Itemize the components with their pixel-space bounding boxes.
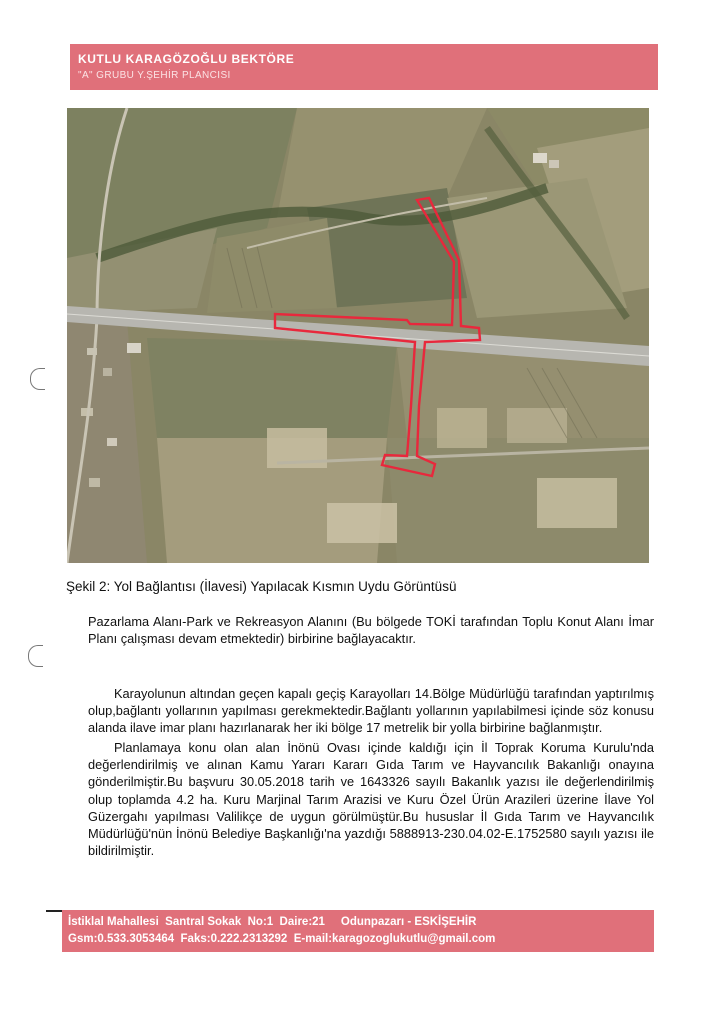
footer-banner	[62, 910, 654, 952]
binder-hole-mark	[28, 645, 43, 667]
body-paragraph: Karayolunun altından geçen kapalı geçiş Karayolları 14.Bölge Müdürlüğü tarafından yaptırılmış olup,bağlantı yollarının yapılması gerekmektedir.Bağlantı yollarının yapılabilmesi içinde söz konusu alanda ilave imar planı hazırlanarak her iki bölge 17 metrelik bir yolla birbirine bağlanmıştır.	[88, 686, 654, 736]
satellite-image	[67, 108, 649, 563]
letterhead-title: "A" GRUBU Y.ŞEHİR PLANCISI	[78, 70, 231, 81]
binder-hole-mark	[30, 368, 45, 390]
footer-address: İstiklal Mahallesi Santral Sokak No:1 Daire:21 Odunpazarı - ESKİŞEHİR	[68, 916, 477, 928]
letterhead-name: KUTLU KARAGÖZOĞLU BEKTÖRE	[78, 52, 295, 66]
body-paragraph: Planlamaya konu olan alan İnönü Ovası içinde kaldığı için İl Toprak Koruma Kurulu'nda değerlendirilmiş ve alınan Kamu Yararı Kararı Gıda Tarım ve Hayvancılık Bakanlığı onayına gönderilmiştir.Bu başvuru 30.05.2018 tarih ve 1643326 sayılı Bakanlık yazısı ile değerlendirilmiş olup toplamda 4.2 ha. Kuru Marjinal Tarım Arazisi ve Kuru Özel Ürün Arazileri üzerine İlave Yol Güzergahı yapılması Valilikçe de uygun görülmüştür.Bu hususlar İl Gıda Tarım ve Hayvancılık Müdürlüğü'nün İnönü Belediye Başkanlığı'na yazdığı 5888913-230.04.02-E.1752580 sayılı yazısı ile bildirilmiştir.	[88, 740, 654, 859]
letterhead-banner	[70, 44, 658, 90]
figure-caption: Şekil 2: Yol Bağlantısı (İlavesi) Yapılacak Kısmın Uydu Görüntüsü	[66, 579, 457, 594]
footer-contact: Gsm:0.533.3053464 Faks:0.222.2313292 E-mail:karagozoglukutlu@gmail.com	[68, 933, 496, 945]
body-paragraph: Pazarlama Alanı-Park ve Rekreasyon Alanını (Bu bölgede TOKİ tarafından Toplu Konut Alanı İmar Planı çalışması devam etmektedir) birbirine bağlayacaktır.	[88, 614, 654, 647]
